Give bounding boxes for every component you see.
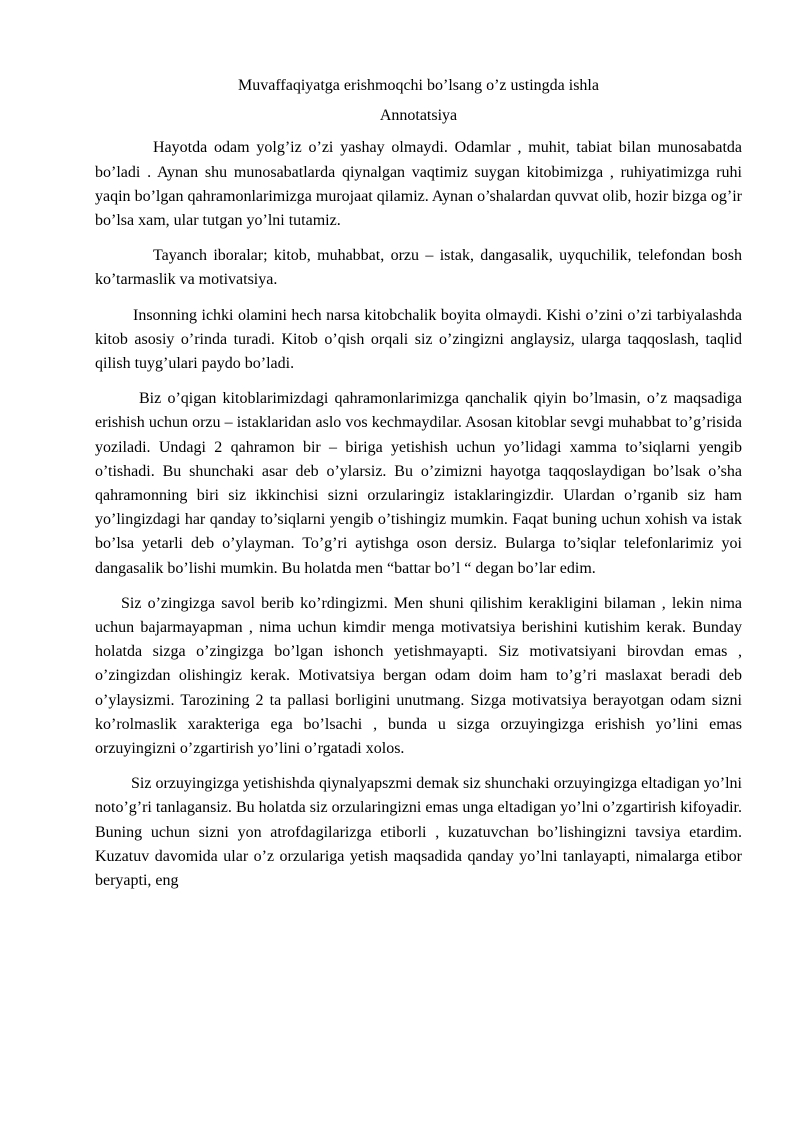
paragraph-inner-world: Insonning ichki olamini hech narsa kitobchalik boyita olmaydi. Kishi o’zini o’zi tarbiyalashda kitob asosiy o’rinda turadi. Kitob o’qish orqali siz o’zingizni anglaysiz, ularga taqqoslash, taqlid qilish tuyg’ulari paydo bo’ladi. [95, 306, 742, 373]
document-title: Muvaffaqiyatga erishmoqchi bo’lsang o’z ustingda ishla [238, 77, 599, 94]
document-page [95, 74, 742, 904]
paragraph-dream-path: Siz orzuyingizga yetishishda qiynalyapszmi demak siz shunchaki orzuyingizga eltadigan yo’lni noto’g’ri tanlagansiz. Bu holatda siz orzularingizni emas unga eltadigan yo’lni o’zgartirish kifoyadir. Buning uchun sizni yon atrofdagilarizga etiborli , kuzatuvchan bo’lishingizni tavsiya etardim. Kuzatuv davomida ular o’z orzulariga yetish maqsadida qanday yo’lni tanlayapti, nimalarga etibor beryapti, eng [95, 775, 742, 890]
paragraph-annotation: Hayotda odam yolg’iz o’zi yashay olmaydi. Odamlar , muhit, tabiat bilan munosabatda bo’ladi . Aynan shu munosabatlarda qiynalgan vaqtimiz suygan kitobimizga , ruhiyatimizga ruhi yaqin bo’lgan qahramonlarimizga murojaat qilamiz. Aynan o’shalardan quvvat olib, hozir bizga og’ir bo’lsa xam, ular tutgan yo’lni tutamiz. [95, 139, 742, 230]
paragraph-keywords: Tayanch iboralar; kitob, muhabbat, orzu – istak, dangasalik, uyquchilik, telefondan bosh ko’tarmaslik va motivatsiya. [95, 247, 742, 289]
paragraph-motivation: Siz o’zingizga savol berib ko’rdingizmi. Men shuni qilishim kerakligini bilaman , lekin nima uchun bajarmayapman , nima uchun kimdir menga motivatsiya berishini kutishim kerak. Bunday holatda sizga o’zingizga bo’lgan ishonch yetishmayapti. Siz motivatsiyani birovdan emas , o’zingizdan olishingiz kerak. Motivatsiya bergan odam doim ham to’g’ri maslaxat beradi deb o’ylaysizmi. Tarozining 2 ta pallasi borligini unutmang. Sizga motivatsiya berayotgan odam sizni ko’rolmaslik xarakteriga ega bo’lsachi , bunda u sizga orzuyingizga erishish yo’lini emas orzuyingizni o’zgartirish yo’lini o’rgatadi xolos. [95, 594, 742, 758]
document-subtitle: Annotatsiya [379, 107, 458, 125]
paragraph-heroes: Biz o’qigan kitoblarimizdagi qahramonlarimizga qanchalik qiyin bo’lmasin, o’z maqsadiga erishish uchun orzu – istaklaridan aslo vos kechmaydilar. Asosan kitoblar sevgi muhabbat to’g’risida yoziladi. Undagi 2 qahramon bir – biriga yetishish uchun yo’lidagi xamma to’siqlarni yengib o’tishadi. Bu shunchaki asar deb o’ylarsiz. Bu o’zimizni hayotga taqqoslaydigan bo’lsak o’sha qahramonning biri siz ikkinchisi sizni orzularingiz istaklaringizdir. Ulardan o’rganib siz ham yo’lingizdagi har qanday to’siqlarni yengib o’tishingiz mumkin. Faqat buning uchun xohish va istak bo’lsa yetarli deb o’ylayman. To’g’ri aytishga oson dersiz. Bularga to’siqlar telefonlarimiz yoi dangasalik bo’lishi mumkin. Bu holatda men “battar bo’l “ degan bo’lar edim. [95, 390, 742, 577]
